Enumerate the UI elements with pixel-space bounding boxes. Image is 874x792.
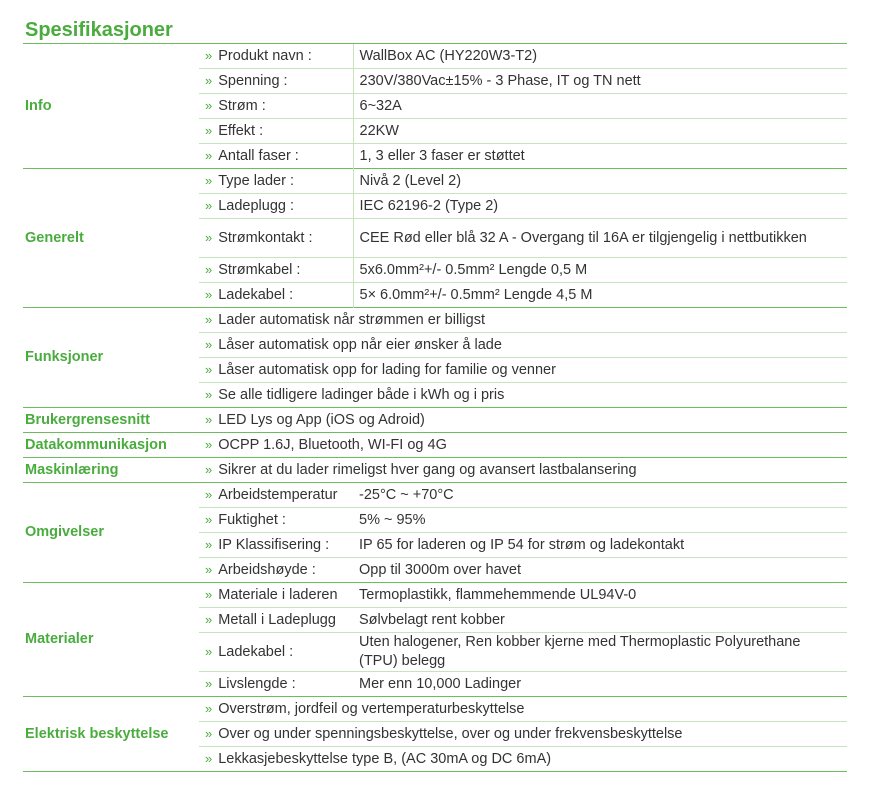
- bullet-icon: »: [205, 148, 213, 163]
- bullet-icon: »: [205, 123, 213, 138]
- category-label: Info: [23, 44, 199, 169]
- page-title: Spesifikasjoner: [25, 19, 173, 41]
- category-label: Brukergrensesnitt: [23, 408, 199, 433]
- spec-item-text: Låser automatisk opp når eier ønsker å lade: [218, 337, 502, 353]
- spec-item-text: Overstrøm, jordfeil og vertemperaturbeskyttelse: [218, 701, 525, 717]
- spec-label: Strømkontakt :: [218, 230, 313, 246]
- bullet-icon: »: [205, 462, 213, 477]
- bullet-icon: »: [205, 312, 213, 327]
- spec-value: 5x6.0mm²+/- 0.5mm² Lengde 0,5 M: [353, 258, 847, 283]
- spec-item: [199, 722, 847, 747]
- spec-item-text: Over og under spenningsbeskyttelse, over og under frekvensbeskyttelse: [218, 726, 683, 742]
- spec-label: Spenning :: [218, 73, 288, 89]
- spec-label-cell: [199, 94, 353, 119]
- spec-label-cell: [199, 483, 353, 508]
- category-label: Elektrisk beskyttelse: [23, 697, 199, 772]
- bullet-icon: »: [205, 676, 213, 691]
- spec-value: 6~32A: [353, 94, 847, 119]
- category-label: Maskinlæring: [23, 458, 199, 483]
- spec-value: Termoplastikk, flammehemmende UL94V-0: [353, 583, 847, 608]
- spec-value: 1, 3 eller 3 faser er støttet: [353, 144, 847, 169]
- spec-value: 22KW: [353, 119, 847, 144]
- spec-value: IEC 62196-2 (Type 2): [353, 194, 847, 219]
- spec-item: [199, 747, 847, 772]
- spec-item-text: Lader automatisk når strømmen er billigst: [218, 312, 485, 328]
- bullet-icon: »: [205, 487, 213, 502]
- spec-label: Materiale i laderen: [218, 587, 338, 603]
- spec-value: 5% ~ 95%: [353, 508, 847, 533]
- spec-label: Produkt navn :: [218, 48, 312, 64]
- spec-label: Arbeidstemperatur: [218, 487, 338, 503]
- spec-label-cell: [199, 558, 353, 583]
- spec-label: Arbeidshøyde :: [218, 562, 316, 578]
- spec-label: Type lader :: [218, 173, 294, 189]
- spec-table: [23, 43, 847, 772]
- spec-value: 230V/380Vac±15% - 3 Phase, IT og TN nett: [353, 69, 847, 94]
- spec-value: Nivå 2 (Level 2): [353, 169, 847, 194]
- spec-label-cell: [199, 44, 353, 69]
- spec-value: Uten halogener, Ren kobber kjerne med Thermoplastic Polyurethane (TPU) belegg: [353, 633, 847, 672]
- spec-label-cell: [199, 283, 353, 308]
- spec-label-cell: [199, 508, 353, 533]
- spec-label-cell: [199, 144, 353, 169]
- table-row: [23, 169, 847, 194]
- spec-item-text: Låser automatisk opp for lading for familie og venner: [218, 362, 556, 378]
- spec-item: [199, 458, 847, 483]
- bullet-icon: »: [205, 587, 213, 602]
- spec-label: Strøm :: [218, 98, 266, 114]
- bullet-icon: »: [205, 173, 213, 188]
- bullet-icon: »: [205, 387, 213, 402]
- spec-value: WallBox AC (HY220W3-T2): [353, 44, 847, 69]
- spec-value: Sølvbelagt rent kobber: [353, 608, 847, 633]
- spec-item-text: LED Lys og App (iOS og Adroid): [218, 412, 425, 428]
- spec-label-cell: [199, 194, 353, 219]
- bullet-icon: »: [205, 262, 213, 277]
- spec-label-cell: [199, 119, 353, 144]
- spec-label: Ladekabel :: [218, 287, 294, 303]
- bullet-icon: »: [205, 48, 213, 63]
- bullet-icon: »: [205, 230, 213, 245]
- spec-label-cell: [199, 583, 353, 608]
- spec-item-text: Sikrer at du lader rimeligst hver gang og avansert lastbalansering: [218, 462, 637, 478]
- spec-label-cell: [199, 533, 353, 558]
- table-row: [23, 408, 847, 433]
- spec-item: [199, 333, 847, 358]
- bullet-icon: »: [205, 98, 213, 113]
- category-label: Datakommunikasjon: [23, 433, 199, 458]
- bullet-icon: »: [205, 287, 213, 302]
- table-row: [23, 433, 847, 458]
- spec-label: Fuktighet :: [218, 512, 286, 528]
- table-row: [23, 483, 847, 508]
- bullet-icon: »: [205, 701, 213, 716]
- spec-label: Livslengde :: [218, 676, 296, 692]
- table-row: [23, 458, 847, 483]
- spec-value: IP 65 for laderen og IP 54 for strøm og ladekontakt: [353, 533, 847, 558]
- category-label: Omgivelser: [23, 483, 199, 583]
- spec-label-cell: [199, 608, 353, 633]
- bullet-icon: »: [205, 644, 213, 659]
- bullet-icon: »: [205, 562, 213, 577]
- category-label: Generelt: [23, 169, 199, 308]
- bullet-icon: »: [205, 726, 213, 741]
- spec-label-cell: [199, 219, 353, 258]
- spec-item: [199, 408, 847, 433]
- spec-label: Effekt :: [218, 123, 264, 139]
- spec-item: [199, 433, 847, 458]
- spec-value: Opp til 3000m over havet: [353, 558, 847, 583]
- spec-label: Ladekabel :: [218, 644, 294, 660]
- spec-value: -25°C ~ +70°C: [353, 483, 847, 508]
- spec-item-text: Se alle tidligere ladinger både i kWh og i pris: [218, 387, 505, 403]
- spec-label: Strømkabel :: [218, 262, 301, 278]
- spec-label-cell: [199, 169, 353, 194]
- spec-label-cell: [199, 258, 353, 283]
- spec-label: IP Klassifisering :: [218, 537, 330, 553]
- table-row: [23, 583, 847, 608]
- bullet-icon: »: [205, 512, 213, 527]
- table-row: [23, 308, 847, 333]
- spec-label-cell: [199, 69, 353, 94]
- spec-item-text: OCPP 1.6J, Bluetooth, WI-FI og 4G: [218, 437, 447, 453]
- bullet-icon: »: [205, 362, 213, 377]
- spec-label-cell: [199, 633, 353, 672]
- spec-item-text: Lekkasjebeskyttelse type B, (AC 30mA og DC 6mA): [218, 751, 552, 767]
- spec-value: Mer enn 10,000 Ladinger: [353, 672, 847, 697]
- spec-label: Ladeplugg :: [218, 198, 295, 214]
- spec-item: [199, 308, 847, 333]
- spec-value: 5× 6.0mm²+/- 0.5mm² Lengde 4,5 M: [353, 283, 847, 308]
- bullet-icon: »: [205, 198, 213, 213]
- bullet-icon: »: [205, 751, 213, 766]
- spec-item: [199, 697, 847, 722]
- spec-label: Metall i Ladeplugg: [218, 612, 336, 628]
- bullet-icon: »: [205, 537, 213, 552]
- category-label: Materialer: [23, 583, 199, 697]
- bullet-icon: »: [205, 412, 213, 427]
- spec-item: [199, 383, 847, 408]
- spec-label-cell: [199, 672, 353, 697]
- table-row: [23, 697, 847, 722]
- category-label: Funksjoner: [23, 308, 199, 408]
- table-row: [23, 44, 847, 69]
- bullet-icon: »: [205, 73, 213, 88]
- bullet-icon: »: [205, 337, 213, 352]
- bullet-icon: »: [205, 437, 213, 452]
- spec-label: Antall faser :: [218, 148, 299, 164]
- spec-value: CEE Rød eller blå 32 A - Overgang til 16A er tilgjengelig i nettbutikken: [353, 219, 847, 258]
- spec-item: [199, 358, 847, 383]
- bullet-icon: »: [205, 612, 213, 627]
